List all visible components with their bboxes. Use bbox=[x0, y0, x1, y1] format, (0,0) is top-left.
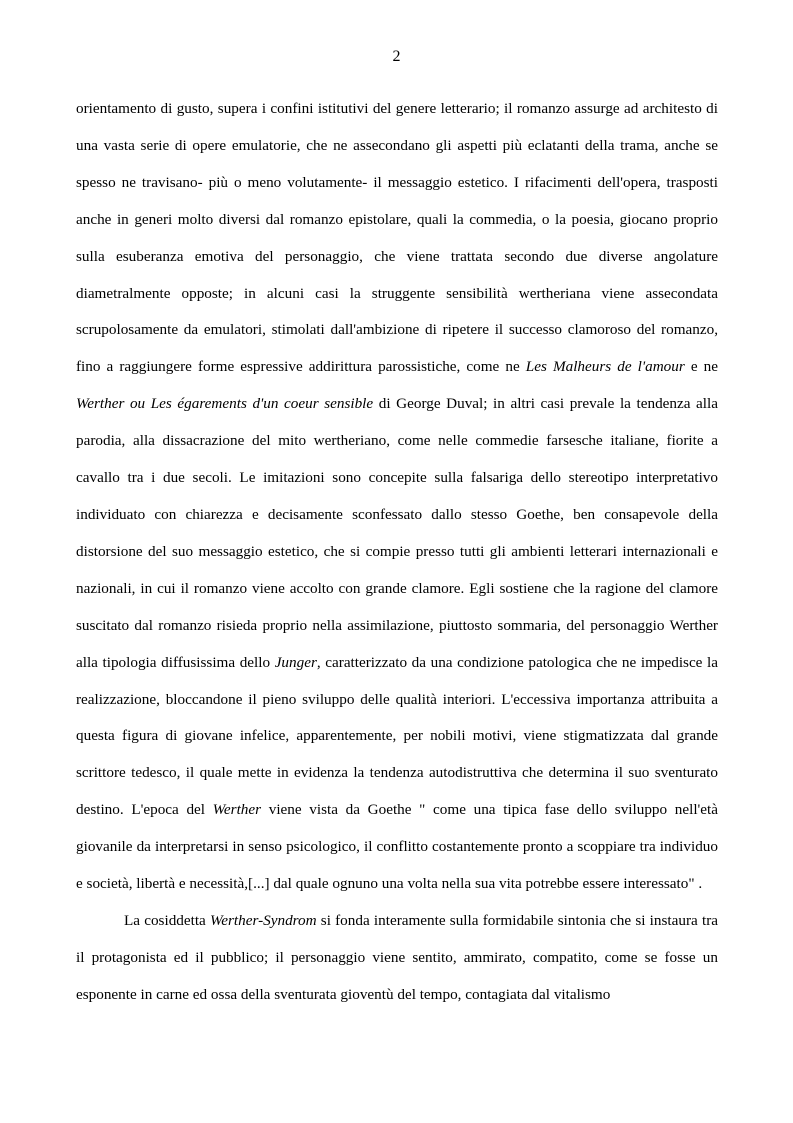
text-segment: di George Duval; in altri casi prevale la tendenza alla parodia, alla dissacrazione del mito wertheriano, come nelle commedie farsesche italiane, fiorite a cavallo tra i due secoli. Le imitazioni sono concepite sulla falsariga dello stereotipo interpretativo individuato con chiarezza e decisamente sconfessato dallo stesso Goethe, ben consapevole della distorsione del suo messaggio estetico, che si compie presso tutti gli ambienti letterari internazionali e nazionali, in cui il romanzo viene accolto con grande clamore. Egli sostiene che la ragione del clamore suscitato dal romanzo risieda proprio nella assimilazione, piuttosto sommaria, del personaggio Werther alla tipologia diffusissima dello bbox=[76, 395, 718, 671]
text-segment: viene vista da Goethe " come una tipica fase dello sviluppo nell'età giovanile da interpretarsi in senso psicologico, il conflitto costantemente pronto a scoppiare tra individuo e società, libertà e necessità,[...] dal quale ognuno una volta nella sua vita potrebbe essere interessato" . bbox=[76, 801, 718, 893]
italic-term-werther-syndrom: Werther-Syndrom bbox=[210, 911, 317, 929]
italic-title-werther-ou: Werther ou Les égarements d'un coeur sensible bbox=[76, 395, 374, 413]
text-segment: , caratterizzato da una condizione patologica che ne impedisce la realizzazione, bloccandone il pieno sviluppo delle qualità interiori. L'eccessiva importanza attribuita a questa figura di giovane infelice, apparentemente, per nobili motivi, viene stigmatizzata dal grande scrittore tedesco, il quale mette in evidenza la tendenza autodistruttiva che determina il suo sventurato destino. L'epoca del bbox=[76, 653, 718, 819]
paragraph-1 bbox=[76, 91, 718, 903]
body-text bbox=[76, 91, 718, 1014]
paragraph-2 bbox=[76, 903, 718, 1014]
text-segment: orientamento di gusto, supera i confini istitutivi del genere letterario; il romanzo assurge ad architesto di una vasta serie di opere emulatorie, che ne assecondano gli aspetti più eclatanti della trama, anche se spesso ne travisano- più o meno volutamente- il messaggio estetico. I rifacimenti dell'opera, trasposti anche in generi molto diversi dal romanzo epistolare, quali la commedia, o la poesia, giocano proprio sulla esuberanza emotiva del personaggio, che viene trattata secondo due diverse angolature diametralmente opposte; in alcuni casi la struggente sensibilità wertheriana viene assecondata scrupolosamente da emulatori, stimolati dall'ambizione di ripetere il successo clamoroso del romanzo, fino a raggiungere forme espressive addirittura parossistiche, come ne bbox=[76, 100, 718, 376]
text-segment: La cosiddetta bbox=[124, 911, 211, 929]
page-number: 2 bbox=[392, 48, 401, 65]
italic-term-junger: Junger bbox=[274, 653, 317, 671]
text-segment: si fonda interamente sulla formidabile sintonia che si instaura tra il protagonista ed il pubblico; il personaggio viene sentito, ammirato, compatito, come se fosse un esponente in carne ed ossa della sventurata gioventù del tempo, contagiata dal vitalismo bbox=[76, 911, 718, 1003]
text-segment: e ne bbox=[684, 358, 718, 376]
italic-title-les-malheurs: Les Malheurs de l'amour bbox=[525, 358, 685, 376]
italic-title-werther: Werther bbox=[212, 801, 262, 819]
